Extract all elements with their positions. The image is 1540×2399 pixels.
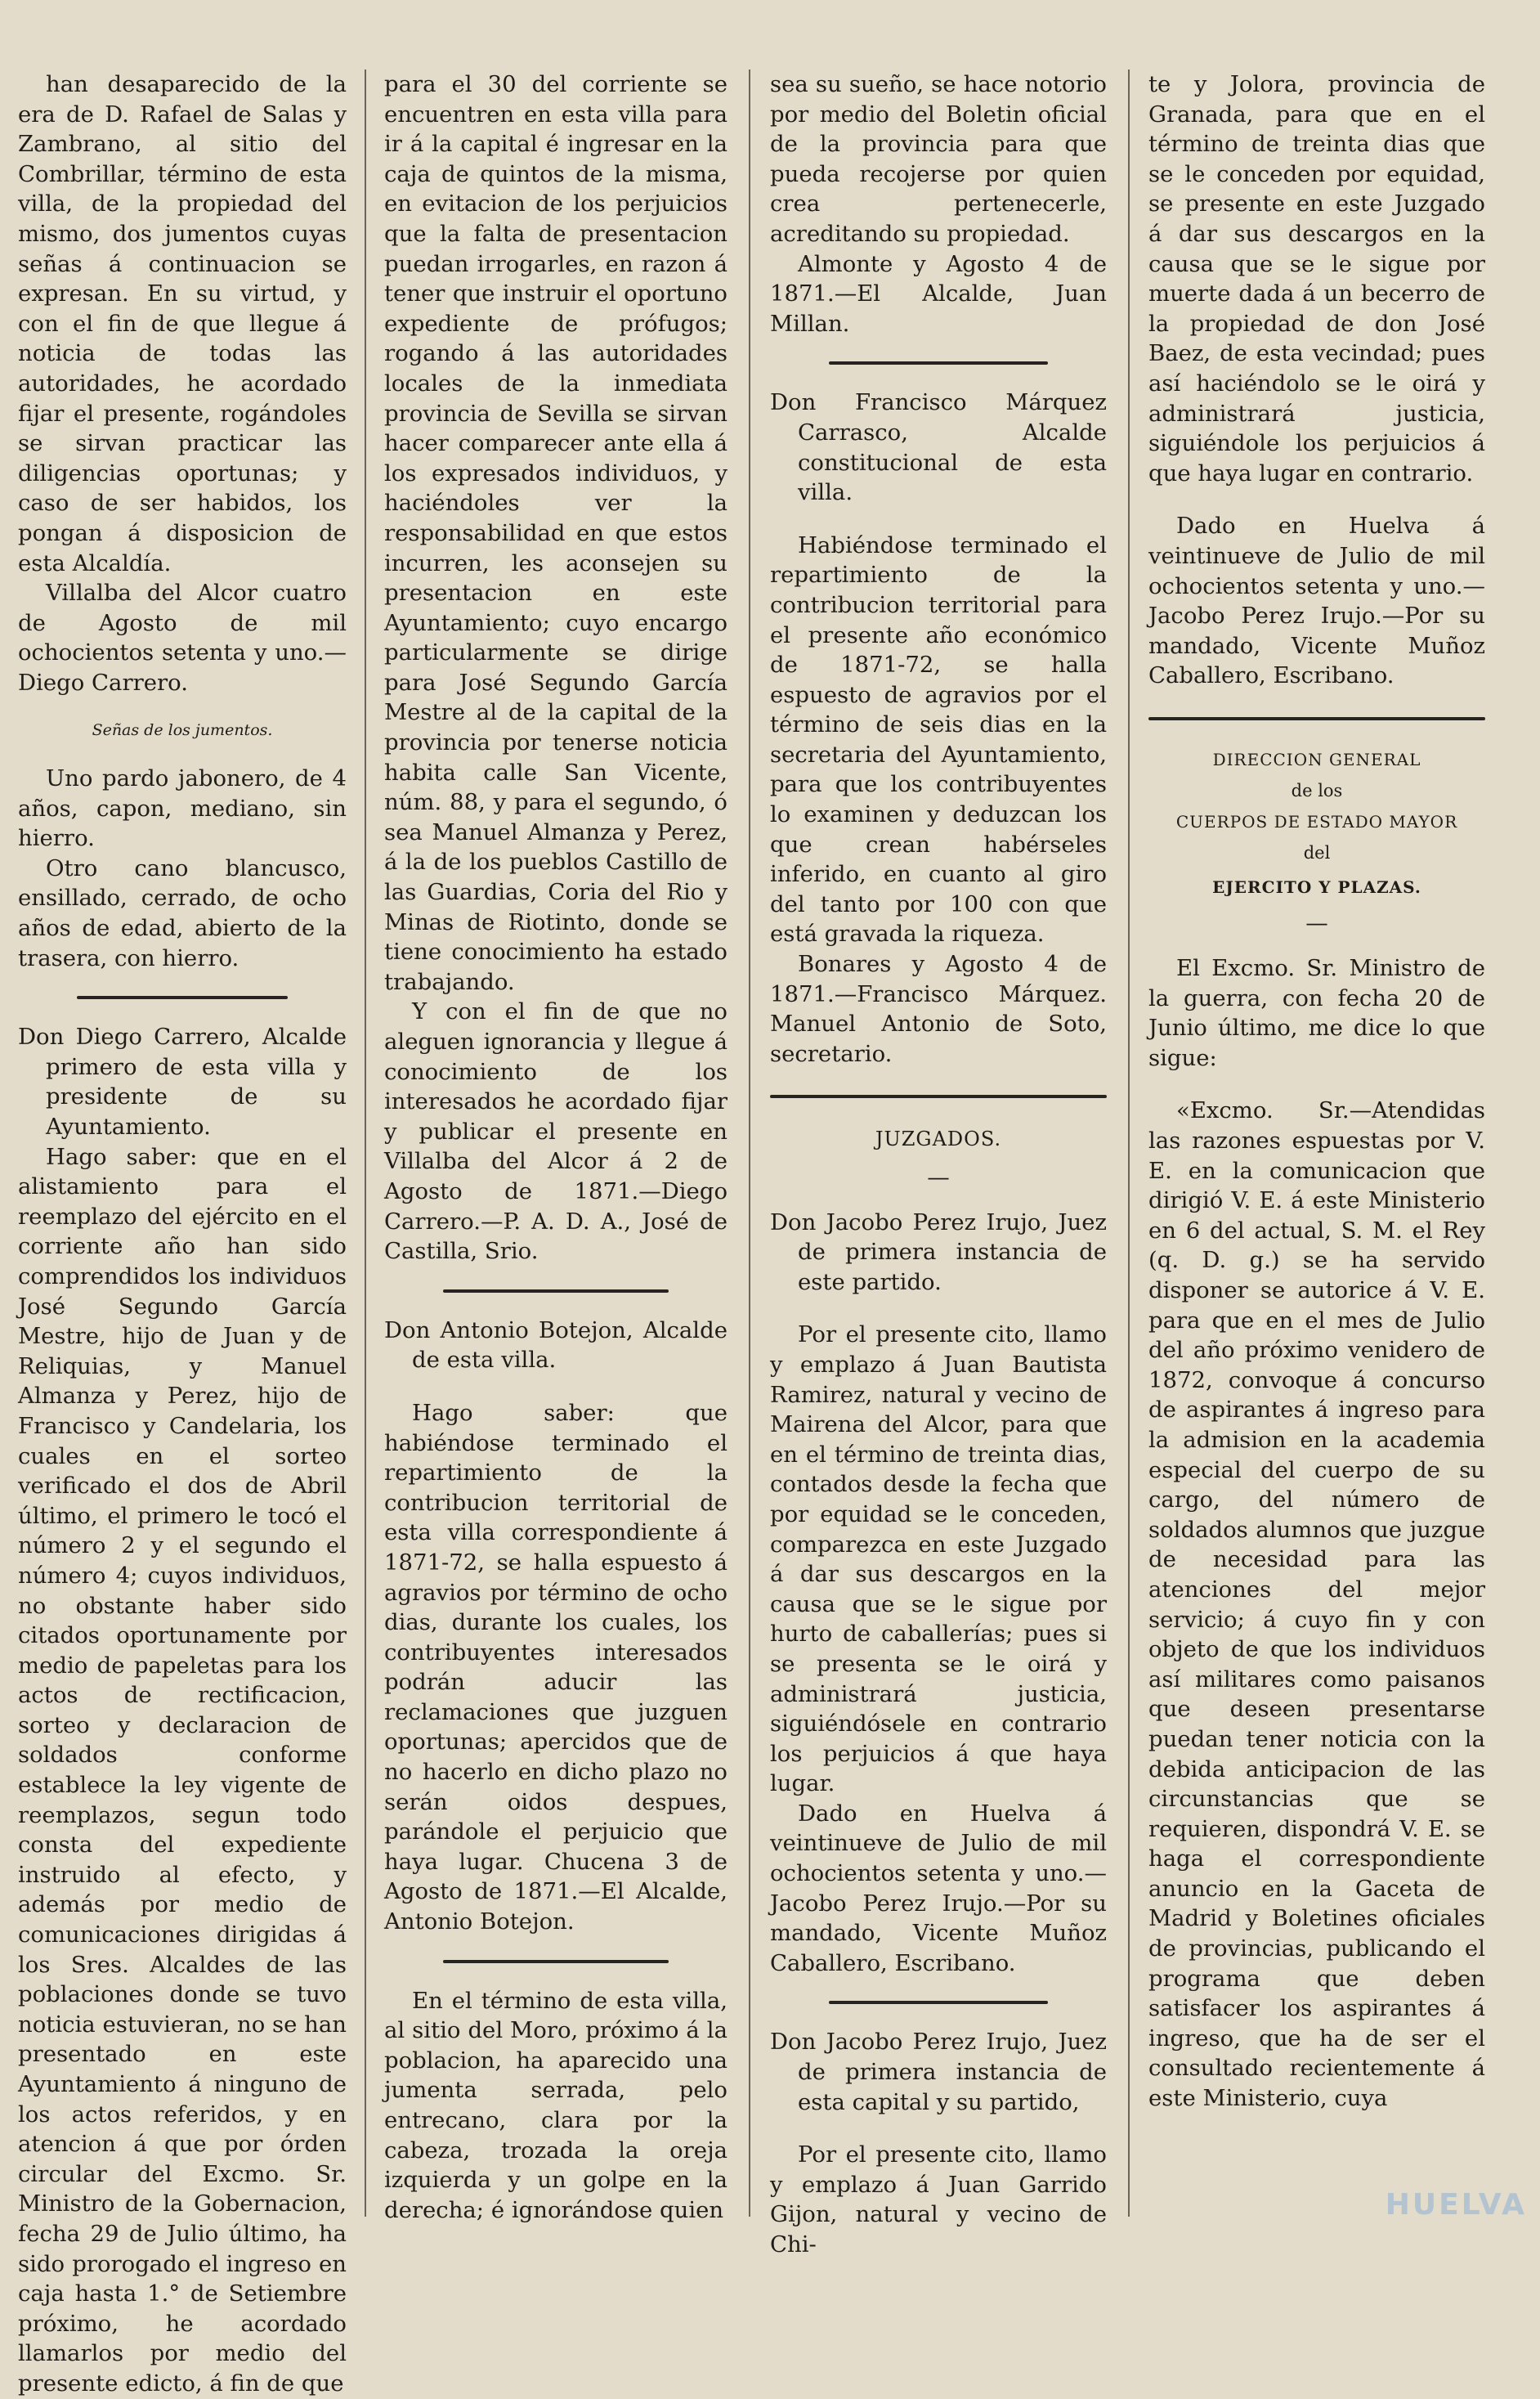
- paragraph: han desaparecido de la era de D. Rafael de Salas y Zambrano, al sitio del Combrillar, término de esta villa, de la propiedad del mismo, dos jumentos cuyas señas á continuacion se expresan. En su virtud, y con el fin de que llegue á noticia de todas las autoridades, he acordado fijar el presente, rogándoles se sirvan practicar las diligencias oportunas; y caso de ser habidos, los pongan á disposicion de esta Alcaldía.: [18, 71, 347, 576]
- notice-heading: Don Jacobo Perez Irujo, Juez de primera instancia de este partido.: [770, 1208, 1107, 1295]
- paragraph: Villalba del Alcor cuatro de Agosto de mil ochocientos setenta y uno.—Diego Carrero.: [18, 580, 347, 696]
- paragraph: Hago saber: que habiéndose terminado el repartimiento de la contribucion territorial de esta villa correspondiente á 1871-72, se halla espuesto á agravios por término de ocho dias, durante los cuales, los contribuyentes interesados podrán aducir las reclamaciones que juzguen oportunas; apercidos que de no hacerlo en dicho plazo no serán oidos despues, parándole el perjuicio que haya lugar. Chucena 3 de Agosto de 1871.—El Alcalde, Antonio Botejon.: [384, 1399, 727, 1935]
- spacer: [770, 508, 1107, 531]
- paragraph: Por el presente cito, llamo y emplazo á Juan Bautista Ramirez, natural y vecino de Mairena del Alcor, para que en el término de treinta dias, contados desde la fecha que por equidad se le conceden, comparezca en este Juzgado á dar sus descargos en la causa que se le sigue por hurto de caballerías; pues si se presenta se le oirá y administrará justicia, siguiéndósele en contrario los perjuicios á que haya lugar.: [770, 1321, 1107, 1797]
- section-title: DIRECCION GENERAL: [1212, 749, 1421, 769]
- dash-separator: —: [1305, 910, 1328, 937]
- paragraph-continuation: te y Jolora, provincia de Granada, para que en el término de treinta dias que se le conceden por equidad, se presente en este Juzgado á dar sus descargos en la causa que se le sigue por muerte dada á un becerro de la propiedad de don José Baez, de esta vecindad; pues así haciéndolo se le oirá y administrará justicia, siguiéndole los perjuicios á que haya lugar en contrario.: [1148, 71, 1485, 487]
- spacer: [384, 1375, 727, 1398]
- separator-rule: [77, 996, 288, 999]
- paragraph: Almonte y Agosto 4 de 1871.—El Alcalde, Juan Millan.: [770, 250, 1107, 337]
- separator-rule: [443, 1960, 669, 1963]
- paragraph: El Excmo. Sr. Ministro de la guerra, con fecha 20 de Junio último, me dice lo que sigue:: [1148, 955, 1485, 1071]
- paragraph: Y con el fin de que no aleguen ignorancia y llegue á conocimiento de los interesados he acordado fijar y publicar el presente en Villalba del Alcor á 2 de Agosto de 1871.—Diego Carrero.—P. A. D. A., José de Castilla, Srio.: [384, 998, 727, 1265]
- paragraph-continuation: sea su sueño, se hace notorio por medio del Boletin oficial de la provincia para que pueda recojerse por quien crea pertenecerle, acreditando su propiedad.: [770, 71, 1107, 247]
- separator-rule: [829, 361, 1048, 365]
- paragraph: Otro cano blancusco, ensillado, cerrado, de ocho años de edad, abierto de la trasera, con hierro.: [18, 854, 347, 971]
- paragraph: Bonares y Agosto 4 de 1871.—Francisco Márquez. Manuel Antonio de Soto, secretario.: [770, 951, 1107, 1067]
- spacer: [1148, 1073, 1485, 1096]
- paragraph: En el término de esta villa, al sitio del Moro, próximo á la poblacion, ha aparecido una jumenta serrada, pelo entrecano, clara por la cabeza, trozada la oreja izquierda y un golpe en la derecha; é ignorándose quien: [384, 1987, 727, 2223]
- paragraph: Uno pardo jabonero, de 4 años, capon, mediano, sin hierro.: [18, 765, 347, 852]
- separator-rule: [829, 2001, 1048, 2004]
- column-divider: [1128, 70, 1130, 2217]
- column-1: [18, 70, 347, 2397]
- separator-rule: [1148, 717, 1485, 720]
- column-divider: [365, 70, 366, 2217]
- spacer: [1148, 488, 1485, 511]
- notice-heading: Don Francisco Márquez Carrasco, Alcalde constitucional de esta villa.: [770, 389, 1107, 506]
- separator-rule: [770, 1095, 1107, 1098]
- section-title: JUZGADOS.: [875, 1128, 1002, 1151]
- archive-watermark: HUELVA: [1385, 2188, 1527, 2222]
- spacer: [770, 2117, 1107, 2140]
- notice-heading: Don Antonio Botejon, Alcalde de esta villa.: [384, 1316, 727, 1374]
- notice-heading: Don Jacobo Perez Irujo, Juez de primera instancia de esta capital y su partido,: [770, 2029, 1107, 2115]
- paragraph: Hago saber: que en el alistamiento para el reemplazo del ejército en el corriente año han sido comprendidos los individuos José Segundo García Mestre, hijo de Juan y de Reliquias, y Manuel Almanza y Perez, hijo de Francisco y Candelaria, los cuales en el sorteo verificado el dos de Abril último, el primero le tocó el número 2 y el segundo el número 4; cuyos individuos, no obstante haber sido citados oportunamente por medio de papeletas para los actos de rectificacion, sorteo y declaracion de soldados conforme establece la ley vigente de reemplazos, segun todo consta del expediente instruido al efecto, y además por medio de comunicaciones dirigidas á los Sres. Alcaldes de las poblaciones donde se tuvo noticia estuvieran, no se han presentado en este Ayuntamiento á ninguno de los actos referidos, y en atencion á que por órden circular del Excmo. Sr. Ministro de la Gobernacion, fecha 29 de Julio último, ha sido prorogado el ingreso en caja hasta 1.° de Setiembre próximo, he acordado llamarlos por medio del presente edicto, á fin de que: [18, 1143, 347, 2397]
- subheading: Señas de los jumentos.: [92, 721, 273, 740]
- section-title: CUERPOS DE ESTADO MAYOR: [1175, 811, 1458, 832]
- notice-heading: Don Diego Carrero, Alcalde primero de esta villa y presidente de su Ayuntamiento.: [18, 1024, 347, 1140]
- column-2: [384, 70, 727, 2223]
- paragraph: Dado en Huelva á veintinueve de Julio de mil ochocientos setenta y uno.—Jacobo Perez Irujo.—Por su mandado, Vicente Muñoz Caballero, Escribano.: [1148, 513, 1485, 689]
- column-4: [1148, 70, 1485, 2217]
- paragraph: «Excmo. Sr.—Atendidas las razones espuestas por V. E. en la comunicacion que dirigió V. E. á este Ministerio en 6 del actual, S. M. el Rey (q. D. g.) se ha servido disponer se autorice á V. E. para que en el mes de Julio del año próximo venidero de 1872, convoque á concurso de aspirantes á ingreso para la admision en la academia especial del cuerpo de su cargo, del número de soldados alumnos que juzgue de necesidad para las atenciones del mejor servicio; á cuyo fin y con objeto de que los individuos así militares como paisanos que deseen presentarse puedan tener noticia con la debida anticipacion de las circunstancias que se requieren, dispondrá V. E. se haga el correspondiente anuncio en la Gaceta de Madrid y Boletines oficiales de provincias, publicando el programa que deben satisfacer los aspirantes á ingreso, que ha de ser el consultado recientemente á este Ministerio, cuya: [1148, 1097, 1485, 2112]
- spacer: [770, 1297, 1107, 1320]
- paragraph: Por el presente cito, llamo y emplazo á Juan Garrido Gijon, natural y vecino de Chi-: [770, 2141, 1107, 2258]
- column-3: [770, 70, 1107, 2258]
- section-connector: de los: [1291, 780, 1343, 800]
- paragraph-continuation: para el 30 del corriente se encuentren en esta villa para ir á la capital é ingresar en la caja de quintos de la misma, en evitacion de los perjuicios que la falta de presentacion puedan irrogarles, en razon á tener que instruir el oportuno expediente de prófugos; rogando á las autoridades locales de la inmediata provincia de Sevilla se sirvan hacer comparecer ante ella á los expresados individuos, y haciéndoles ver la responsabilidad en que estos incurren, les aconsejen su presentacion en este Ayuntamiento; cuyo encargo particularmente se dirige para José Segundo García Mestre al de la capital de la provincia por tenerse noticia habita calle San Vicente, núm. 88, y para el segundo, ó sea Manuel Almanza y Perez, á la de los pueblos Castillo de las Guardias, Coria del Rio y Minas de Riotinto, donde se tiene conocimiento ha estado trabajando.: [384, 71, 727, 995]
- dash-separator: —: [927, 1164, 950, 1191]
- section-title: EJERCITO Y PLAZAS.: [1212, 877, 1421, 897]
- paragraph: Dado en Huelva á veintinueve de Julio de mil ochocientos setenta y uno.—Jacobo Perez Irujo.—Por su mandado, Vicente Muñoz Caballero, Escribano.: [770, 1800, 1107, 1976]
- section-connector: del: [1303, 842, 1331, 863]
- paragraph: Habiéndose terminado el repartimiento de la contribucion territorial para el presente año económico de 1871-72, se halla espuesto de agravios por el término de seis dias en la secretaria del Ayuntamiento, para que los contribuyentes lo examinen y deduzcan los que crean habérseles inferido, en cuanto al giro del tanto por 100 con que está gravada la riqueza.: [770, 531, 1107, 948]
- column-divider: [749, 70, 750, 2217]
- separator-rule: [443, 1289, 669, 1293]
